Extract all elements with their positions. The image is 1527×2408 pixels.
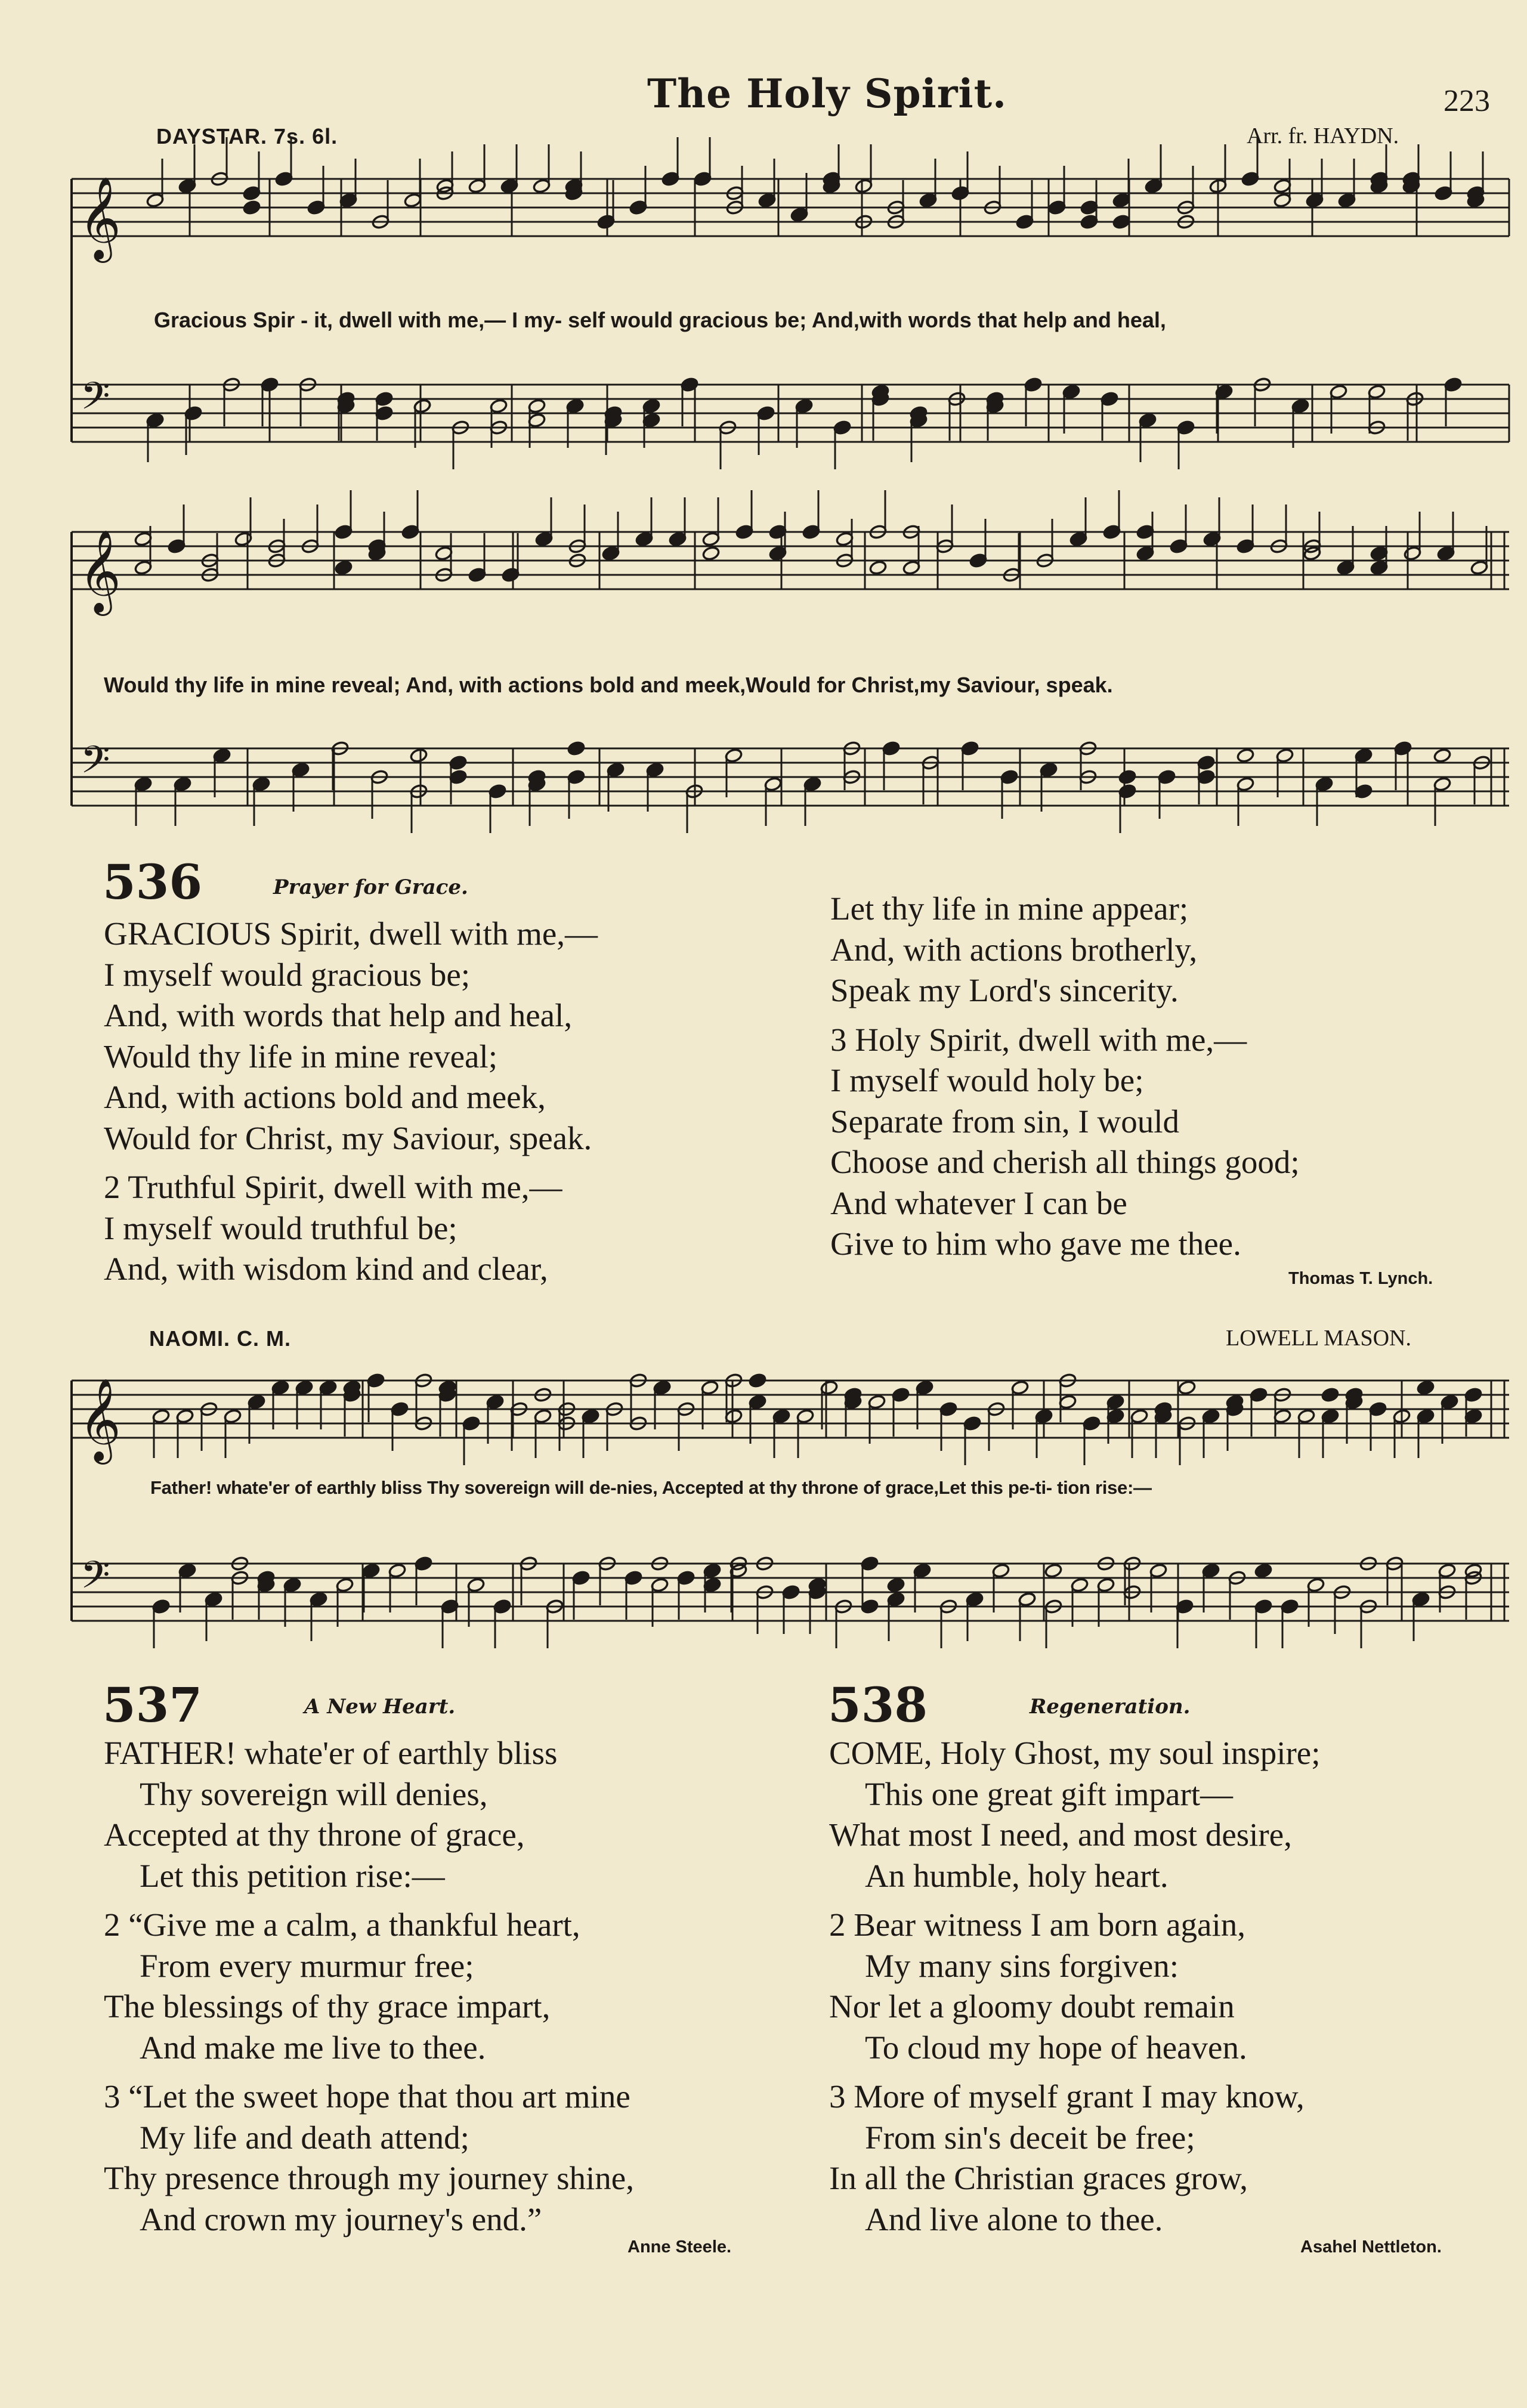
hymn-538-verses [829,1733,1321,2240]
daystar-1-bass-note [413,398,432,414]
verse-line: My many sins forgiven: [865,1947,1179,1984]
naomi-bass-note [1464,1563,1483,1578]
hymn-537-verses [104,1733,634,2240]
naomi-note [1321,1387,1340,1403]
verse-line: Nor let a gloomy doubt remain [829,1988,1235,2025]
hymn-number-537: 537 [103,1677,202,1733]
verse-line: And, with words that help and heal, [104,997,573,1033]
verse-line: Separate from sin, I would [830,1103,1179,1140]
tune-credit-mason: LOWELL MASON. [1226,1326,1411,1351]
bass-clef-icon: 𝄢 [81,738,110,791]
treble-clef-icon: 𝄞 [79,1378,121,1461]
naomi-note [582,1409,600,1424]
author-nettleton: Asahel Nettleton. [1300,2237,1442,2257]
bass-clef-icon: 𝄢 [81,1553,110,1607]
verse-line: And make me live to thee. [140,2029,486,2066]
verse-line: 2 Bear witness I am born again, [829,1906,1246,1943]
verse-line: 2 “Give me a calm, a thankful heart, [104,1906,580,1943]
naomi-note [1178,1380,1197,1395]
verse-line: Thy sovereign will denies, [140,1775,488,1812]
naomi-lyrics-line1: Father! whate'er of earthly bliss Thy sovereign will de-nies, Accepted at thy throne of grace,Let this pe-ti- tion rise:— [150,1477,1152,1498]
tune-credit-haydn: Arr. fr. HAYDN. [1247,123,1399,148]
naomi-note [176,1409,194,1424]
naomi-bass-note [152,1599,171,1614]
verse-line: FATHER! whate'er of earthly bliss [104,1735,558,1771]
naomi-note [1417,1380,1435,1395]
verse-line: Choose and cherish all things good; [830,1144,1300,1180]
verse-line: Thy presence through my journey shine, [104,2160,634,2196]
naomi-bass-note [1281,1599,1299,1614]
daystar-2-note [335,560,353,575]
verse-line: GRACIOUS Spirit, dwell with me,— [104,915,598,952]
verse-line: And, with wisdom kind and clear, [104,1251,548,1287]
hymn-number-538: 538 [828,1677,928,1733]
author-lynch: Thomas T. Lynch. [1288,1269,1433,1288]
daystar-1-bass-note [146,413,165,428]
naomi-bass-note [493,1599,512,1614]
verse-line: I myself would truthful be; [104,1209,458,1246]
naomi-note [653,1380,672,1395]
naomi-bass-note [887,1577,905,1593]
verse-line: 2 Truthful Spirit, dwell with me,— [104,1169,562,1205]
verse-line: In all the Christian graces grow, [829,2160,1248,2196]
verse-line: And, with actions bold and meek, [104,1079,546,1115]
daystar-lyrics-line1: Gracious Spir - it, dwell with me,— I my- self would gracious be; And,with words that help and heal, [154,308,1166,332]
daystar-2-bass-note [1237,748,1255,763]
verse-line: And live alone to thee. [865,2200,1163,2237]
daystar-1-bass-note [566,398,585,414]
hymn-subtitle-536: Prayer for Grace. [273,875,468,899]
verse-line: 3 “Let the sweet hope that thou art mine [104,2078,630,2115]
verse-line: And, with actions brotherly, [830,931,1198,968]
hymn-536-column-2 [830,889,1300,1265]
naomi-note [749,1373,767,1388]
verse-line: I myself would holy be; [830,1062,1144,1098]
naomi-bass-note [1044,1563,1063,1578]
daystar-2-bass-note [567,741,586,756]
daystar-2-bass-note [1118,769,1137,785]
daystar-lyrics-line2: Would thy life in mine reveal; And, with actions bold and meek,Would for Christ,my Saviour, speak. [104,673,1113,697]
verse-line: Let this petition rise:— [140,1857,445,1894]
verse-line: COME, Holy Ghost, my soul inspire; [829,1735,1321,1771]
verse-line: What most I need, and most desire, [829,1816,1292,1853]
page-title: The Holy Spirit. [647,70,1007,117]
verse-line: Speak my Lord's sincerity. [830,972,1179,1008]
page-number: 223 [1443,84,1490,118]
treble-clef-icon: 𝄞 [79,530,121,612]
verse-line: Would for Christ, my Saviour, speak. [104,1119,592,1156]
verse-line: 3 Holy Spirit, dwell with me,— [830,1021,1247,1058]
treble-clef-icon: 𝄞 [79,177,121,259]
verse-line: And crown my journey's end.” [140,2200,542,2237]
verse-line: From sin's deceit be free; [865,2119,1195,2156]
verse-line: 3 More of myself grant I may know, [829,2078,1305,2115]
verse-line: An humble, holy heart. [865,1857,1169,1894]
hymn-number-536: 536 [103,854,202,910]
daystar-2-bass-note [410,748,428,763]
tune-name-naomi: NAOMI. C. M. [149,1326,291,1351]
verse-line: Accepted at thy throne of grace, [104,1816,525,1853]
hymn-subtitle-537: A New Heart. [304,1695,456,1719]
daystar-2-note [869,560,888,575]
hymn-536-column-1 [104,914,598,1290]
author-steele: Anne Steele. [628,2237,732,2257]
tune-name-daystar: DAYSTAR. 7s. 6l. [156,124,338,148]
verse-line: Give to him who gave me thee. [830,1225,1241,1262]
naomi-bass-note [1254,1563,1273,1578]
bass-clef-icon: 𝄢 [81,374,110,428]
verse-line: My life and death attend; [140,2119,469,2156]
daystar-1-note [243,200,261,215]
verse-line: The blessings of thy grace impart, [104,1988,551,2025]
verse-line: To cloud my hope of heaven. [865,2029,1247,2066]
verse-line: And whatever I can be [830,1184,1127,1221]
verse-line: Would thy life in mine reveal; [104,1038,497,1075]
hymn-subtitle-538: Regeneration. [1030,1695,1191,1719]
verse-line: Let thy life in mine appear; [830,890,1189,927]
verse-line: I myself would gracious be; [104,956,471,993]
verse-line: From every murmur free; [140,1947,474,1984]
daystar-1-note [1112,214,1131,230]
daystar-2-note [702,546,721,561]
naomi-bass-note [1018,1592,1037,1607]
verse-line: This one great gift impart— [865,1775,1234,1812]
daystar-2-bass-note [1433,748,1452,763]
daystar-1-note [629,200,648,215]
